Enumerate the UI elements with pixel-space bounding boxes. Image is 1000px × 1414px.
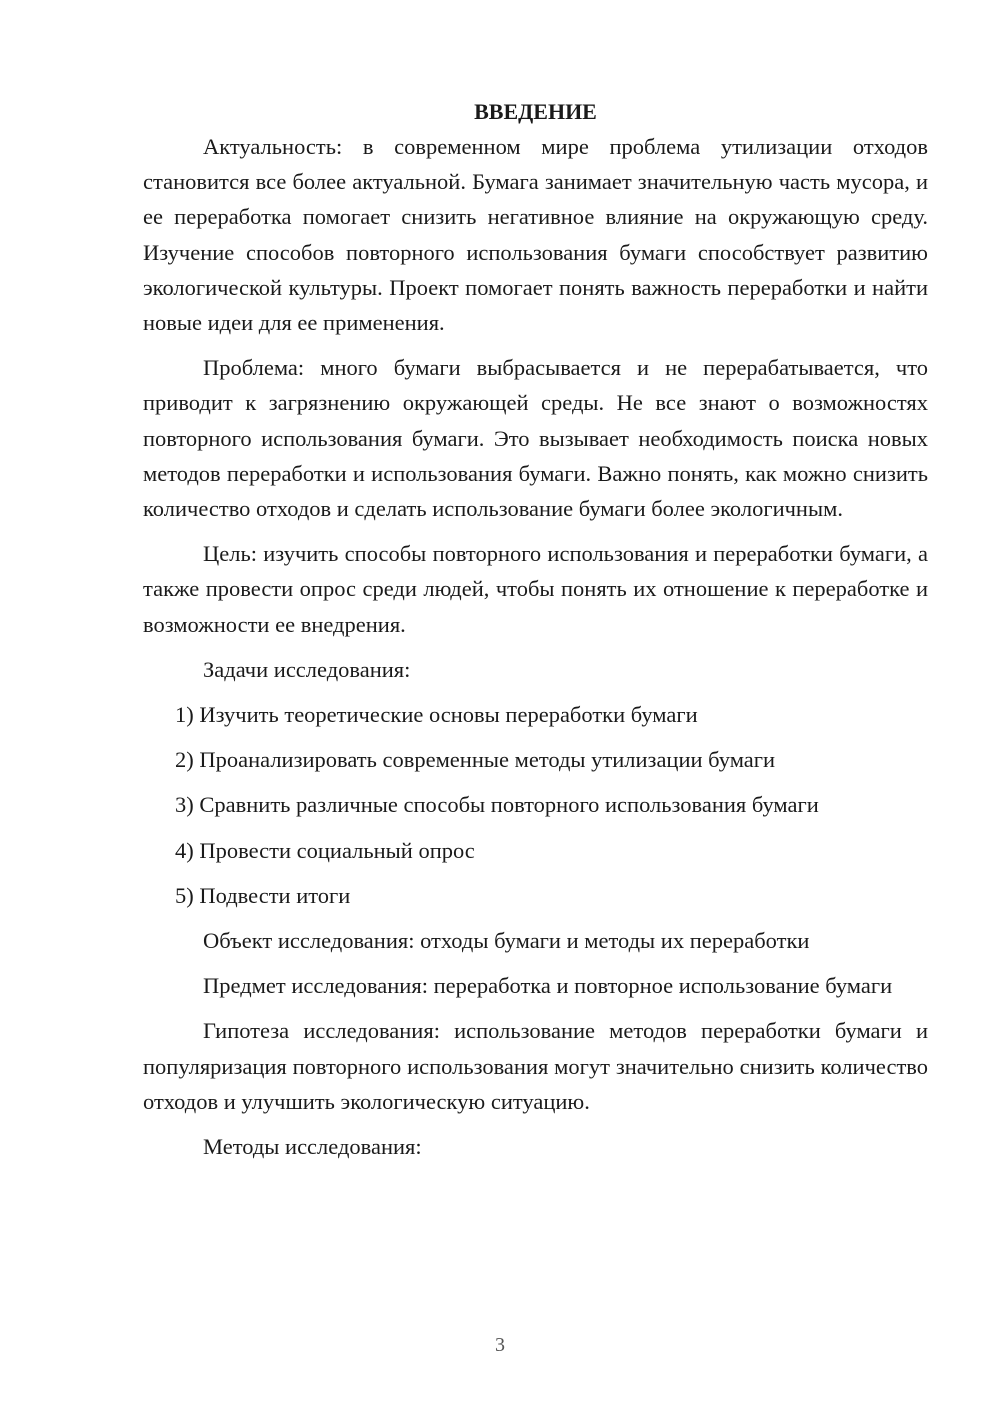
- paragraph-problem: Проблема: много бумаги выбрасывается и не перерабатывается, что приводит к загрязнению окружающей среды. Не все знают о возможностях повторного использования бумаги. Это вызывает необходимость поиска новых методов переработки и использования бумаги. Важно понять, как можно снизить количество отходов и сделать использование бумаги более экологичным.: [143, 355, 928, 522]
- list-item: 1) Изучить теоретические основы переработки бумаги: [175, 702, 698, 728]
- paragraph-subject: Предмет исследования: переработка и повторное использование бумаги: [203, 973, 893, 999]
- list-item: 3) Сравнить различные способы повторного использования бумаги: [175, 792, 819, 818]
- task-list: [143, 697, 928, 913]
- page-title: ВВЕДЕНИЕ: [474, 99, 597, 124]
- document-page: [143, 94, 928, 1174]
- paragraph-hypothesis: Гипотеза исследования: использование методов переработки бумаги и популяризация повторного использования могут значительно снизить количество отходов и улучшить экологическую ситуацию.: [143, 1018, 928, 1114]
- paragraph-relevance: Актуальность: в современном мире проблема утилизации отходов становится все более актуальной. Бумага занимает значительную часть мусора, и ее переработка помогает снизить негативное влияние на окружающую среду. Изучение способов повторного использования бумаги способствует развитию экологической культуры. Проект помогает понять важность переработки и найти новые идеи для ее применения.: [143, 134, 928, 336]
- page-number: 3: [495, 1334, 505, 1356]
- paragraph-goal: Цель: изучить способы повторного использования и переработки бумаги, а также провести опрос среди людей, чтобы понять их отношение к переработке и возможности ее внедрения.: [143, 541, 928, 637]
- list-item: 2) Проанализировать современные методы утилизации бумаги: [175, 747, 776, 773]
- paragraph-tasks-heading: Задачи исследования:: [203, 656, 411, 682]
- list-item: 4) Провести социальный опрос: [175, 837, 475, 863]
- paragraph-object: Объект исследования: отходы бумаги и методы их переработки: [203, 928, 810, 954]
- list-item: 5) Подвести итоги: [175, 882, 351, 908]
- paragraph-methods-heading: Методы исследования:: [203, 1134, 422, 1160]
